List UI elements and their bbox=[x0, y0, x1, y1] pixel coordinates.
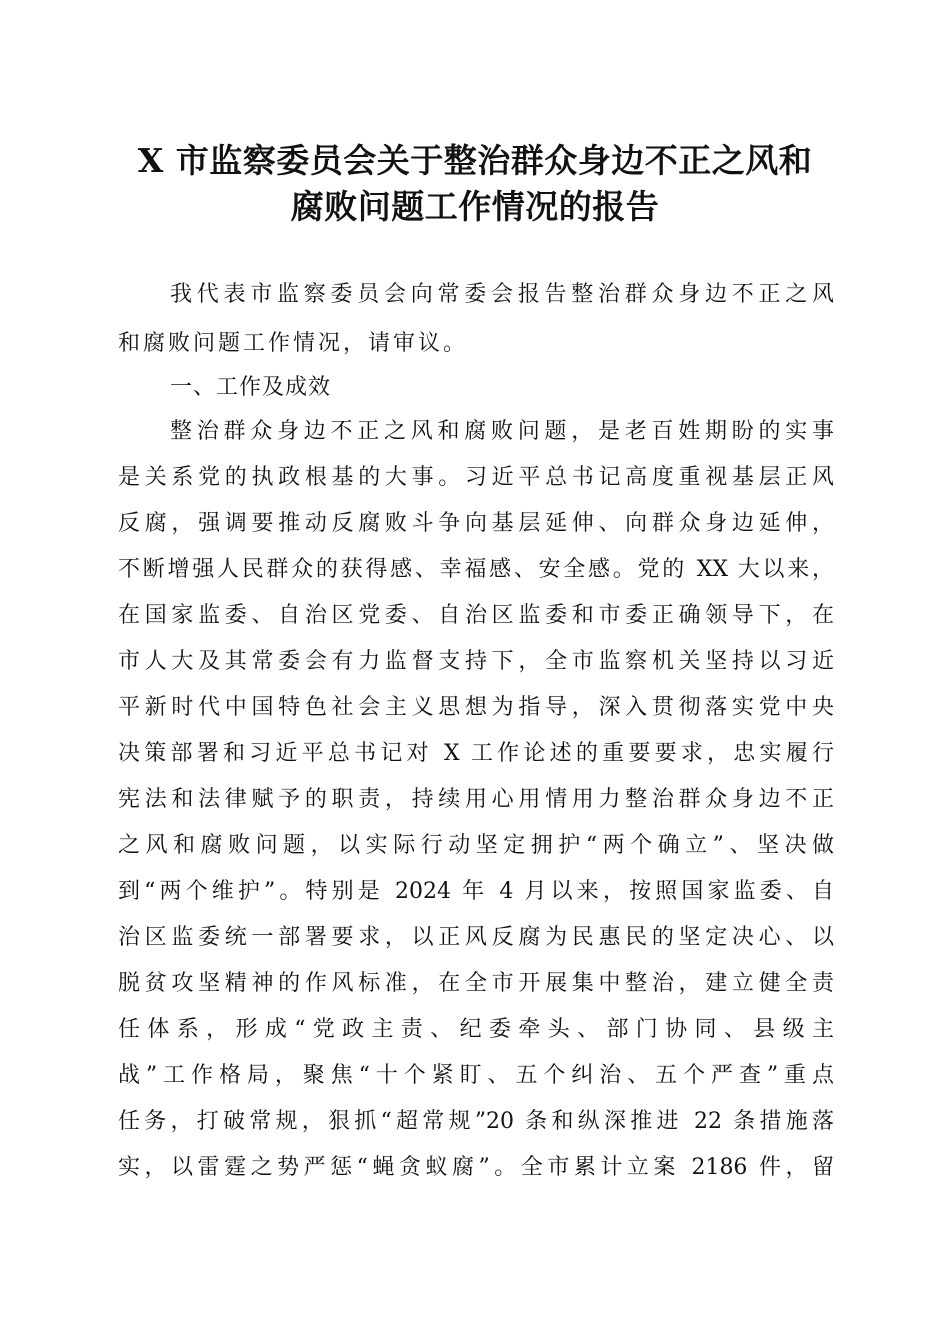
body-line: 决策部署和习近平总书记对 X 工作论述的重要要求，忠实履行 bbox=[118, 741, 834, 766]
section-heading: 一、工作及成效 bbox=[170, 375, 332, 400]
body-line: 战”工作格局，聚焦“十个紧盯、五个纠治、五个严查”重点 bbox=[118, 1063, 834, 1088]
body-line: 平新时代中国特色社会主义思想为指导，深入贯彻落实党中央 bbox=[118, 695, 834, 720]
document-title-line-2: 腐败问题工作情况的报告 bbox=[290, 187, 660, 226]
body-line: 任务，打破常规，狠抓“超常规”20 条和纵深推进 22 条措施落 bbox=[118, 1109, 834, 1134]
body-line: 脱贫攻坚精神的作风标准，在全市开展集中整治，建立健全责 bbox=[118, 971, 834, 996]
intro-line-2: 和腐败问题工作情况，请审议。 bbox=[118, 331, 469, 356]
body-line: 整治群众身边不正之风和腐败问题，是老百姓期盼的实事 bbox=[170, 419, 834, 444]
body-line: 任体系，形成“党政主责、纪委牵头、部门协同、县级主 bbox=[118, 1017, 834, 1042]
body-line: 宪法和法律赋予的职责，持续用心用情用力整治群众身边不正 bbox=[118, 787, 834, 812]
body-line: 反腐，强调要推动反腐败斗争向基层延伸、向群众身边延伸， bbox=[118, 511, 834, 536]
body-line: 在国家监委、自治区党委、自治区监委和市委正确领导下，在 bbox=[118, 603, 834, 628]
document-title-line-1: X 市监察委员会关于整治群众身边不正之风和 bbox=[137, 141, 813, 180]
intro-line-1: 我代表市监察委员会向常委会报告整治群众身边不正之风 bbox=[170, 282, 834, 307]
body-line: 之风和腐败问题，以实际行动坚定拥护“两个确立”、坚决做 bbox=[118, 833, 834, 858]
body-line: 实，以雷霆之势严惩“蝇贪蚁腐”。全市累计立案 2186 件，留 bbox=[118, 1155, 834, 1180]
body-line: 到“两个维护”。特别是 2024 年 4 月以来，按照国家监委、自 bbox=[118, 879, 834, 904]
body-line: 治区监委统一部署要求，以正风反腐为民惠民的坚定决心、以 bbox=[118, 925, 834, 950]
body-line: 是关系党的执政根基的大事。习近平总书记高度重视基层正风 bbox=[118, 465, 834, 490]
body-line: 市人大及其常委会有力监督支持下，全市监察机关坚持以习近 bbox=[118, 649, 834, 674]
body-line: 不断增强人民群众的获得感、幸福感、安全感。党的 XX 大以来， bbox=[118, 557, 834, 582]
